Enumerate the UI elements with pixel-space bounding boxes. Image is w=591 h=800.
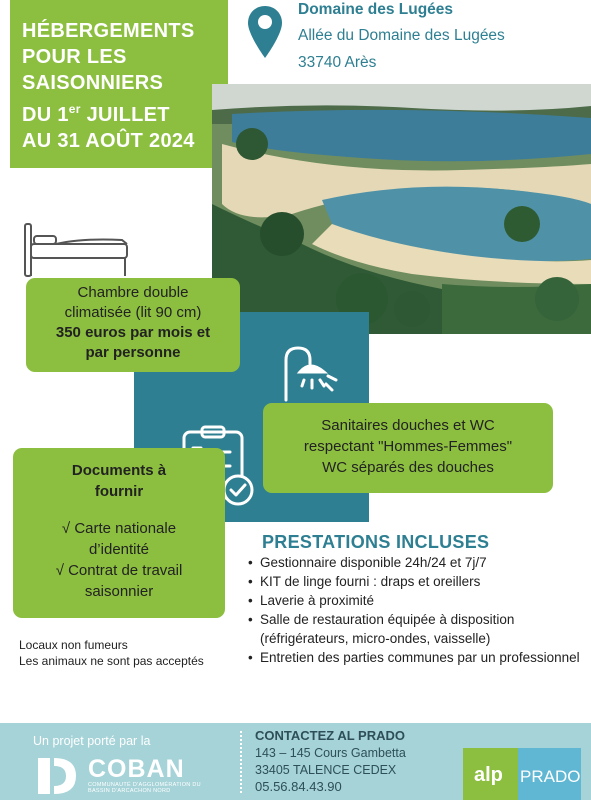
- footer-label: Un projet porté par la: [33, 734, 151, 748]
- list-item: • Gestionnaire disponible 24h/24 et 7j/7: [246, 553, 581, 572]
- contact-address-city: 33405 TALENCE CEDEX: [255, 763, 397, 777]
- prado-logo-text: PRADO: [520, 767, 581, 786]
- documents-title: Documents à: [71, 462, 167, 479]
- contact-title: CONTACTEZ AL PRADO: [255, 728, 405, 743]
- coban-logo-name: COBAN: [88, 755, 185, 783]
- room-type: Chambre double: [77, 284, 189, 301]
- document-item-id-card: √ Carte nationale: [61, 520, 177, 537]
- room-info-box: [26, 278, 240, 372]
- document-item-id-card-cont: d’identité: [88, 541, 150, 558]
- contact-address-street: 143 – 145 Cours Gambetta: [255, 746, 406, 760]
- documents-box: [13, 448, 225, 618]
- address-street: Allée du Domaine des Lugées: [298, 27, 505, 44]
- bed-icon: [22, 222, 130, 280]
- page-title: HÉBERGEMENTS POUR LES SAISONNIERS DU 1er JUILLET AU 31 AOÛT 2024: [22, 20, 195, 152]
- list-item: • Laverie à proximité: [246, 591, 581, 610]
- sanitaires-info-box: [263, 403, 553, 493]
- coban-logo-mark: [36, 756, 80, 796]
- alp-logo-text: alp: [474, 764, 503, 786]
- footer-divider: [240, 731, 242, 793]
- list-item: • Salle de restauration équipée à disposition (réfrigérateurs, micro-ondes, vaisselle): [246, 610, 581, 648]
- prestations-title: PRESTATIONS INCLUSES: [262, 532, 490, 552]
- contact-phone: 05.56.84.43.90: [255, 779, 342, 794]
- room-detail: climatisée (lit 90 cm): [64, 304, 202, 321]
- note-no-animals: Les animaux ne sont pas acceptés: [19, 654, 204, 668]
- room-price: 350 euros par mois et: [55, 324, 211, 341]
- document-item-contract-cont: saisonnier: [84, 583, 154, 600]
- documents-title-2: fournir: [94, 483, 144, 500]
- lake-landscape-photo: [212, 84, 591, 334]
- address-name: Domaine des Lugées: [298, 1, 454, 18]
- list-item: • KIT de linge fourni : draps et oreillers: [246, 572, 581, 591]
- prestations-list: [246, 553, 581, 667]
- document-item-contract: √ Contrat de travail: [55, 562, 183, 579]
- sanitaires-line-2: respectant "Hommes-Femmes": [303, 438, 513, 455]
- sanitaires-line-3: WC séparés des douches: [322, 459, 494, 476]
- room-price-unit: par personne: [85, 344, 181, 361]
- list-item: • Entretien des parties communes par un professionnel: [246, 648, 581, 667]
- coban-logo-subtitle: COMMUNAUTÉ D'AGGLOMÉRATION DU BASSIN D'ARCACHON NORD: [88, 782, 201, 794]
- sanitaires-line-1: Sanitaires douches et WC: [321, 417, 495, 434]
- address-city: 33740 Arès: [298, 54, 377, 71]
- location-pin-icon: [246, 4, 284, 60]
- notes: [19, 637, 204, 669]
- shower-icon: [280, 342, 352, 402]
- note-non-smoking: Locaux non fumeurs: [19, 638, 128, 652]
